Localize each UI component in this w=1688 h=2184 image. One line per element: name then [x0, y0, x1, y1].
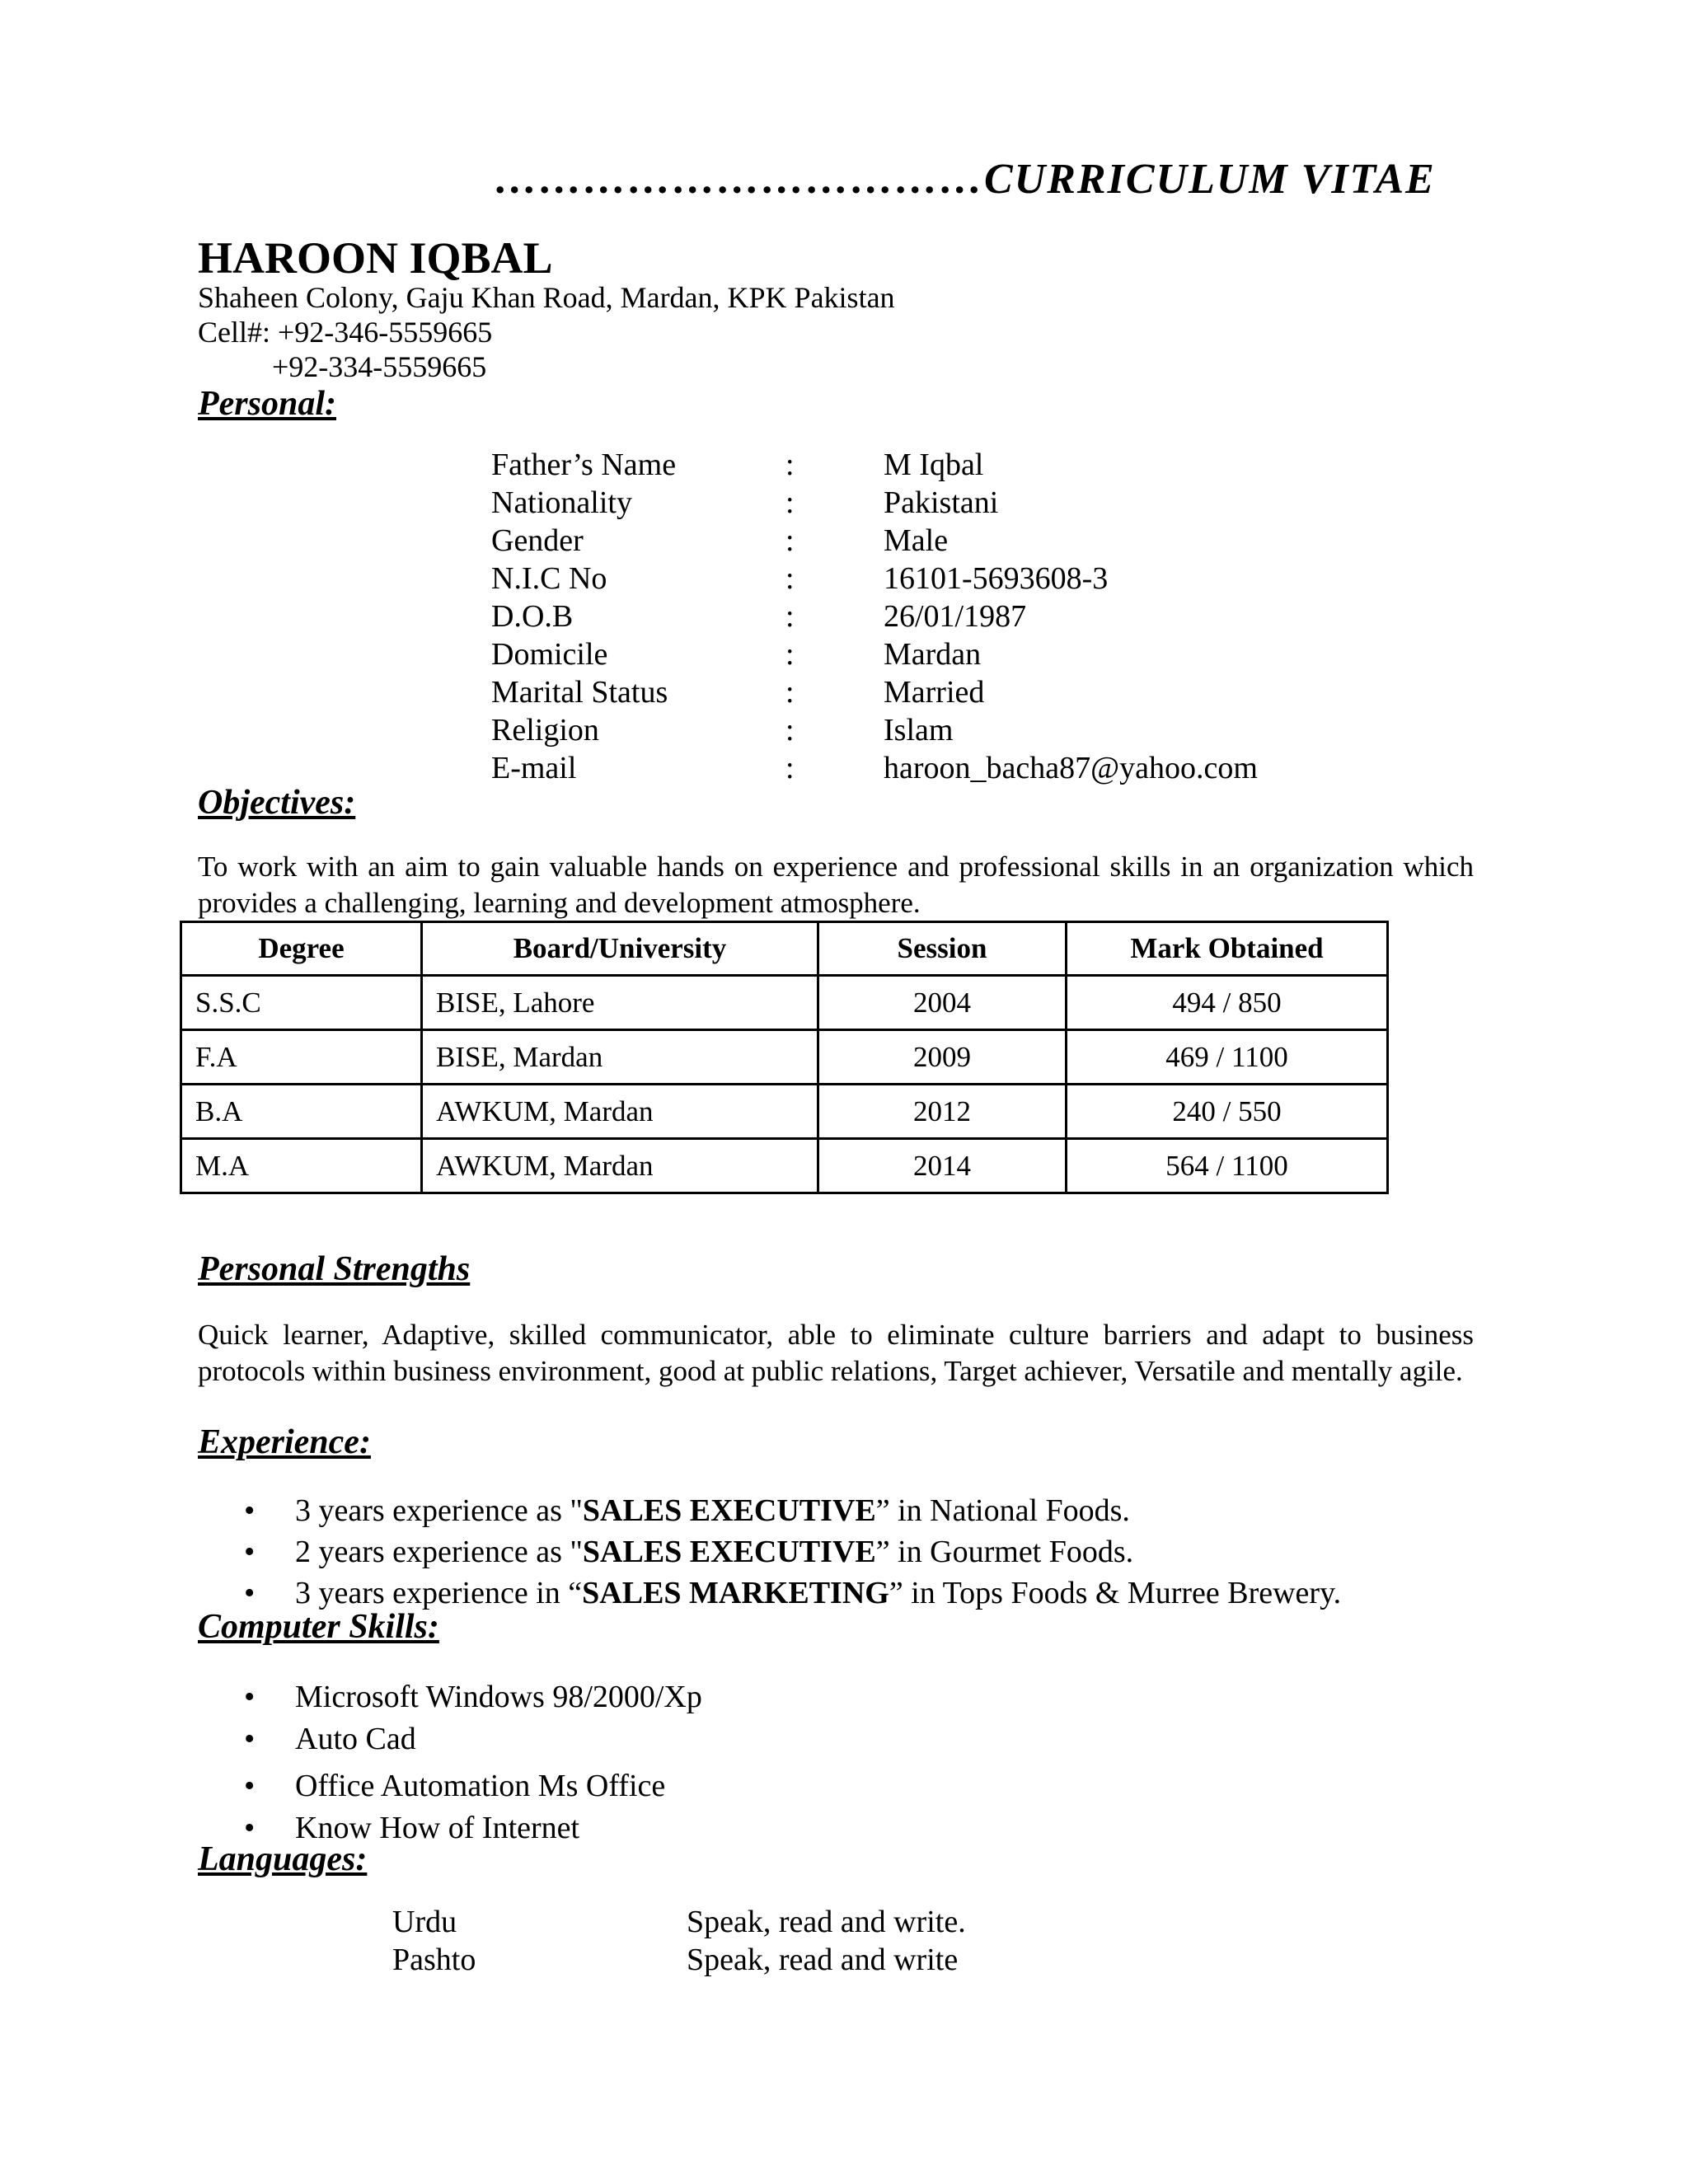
personal-label: N.I.C No — [491, 561, 607, 596]
table-cell: 564 / 1100 — [1067, 1139, 1388, 1193]
column-header: Session — [818, 922, 1067, 976]
address: Shaheen Colony, Gaju Khan Road, Mardan, KPK Pakistan — [198, 281, 895, 314]
experience-list — [244, 1490, 1341, 1614]
table-row — [181, 1085, 1388, 1139]
personal-colon: : — [785, 561, 795, 596]
objectives-heading: Objectives: — [198, 784, 356, 822]
document-title: ……………………………CURRICULUM VITAE — [495, 156, 1436, 203]
bullet-icon: • — [244, 1493, 256, 1528]
education-table — [180, 921, 1389, 1194]
personal-value: M Iqbal — [884, 448, 984, 482]
list-item: • Microsoft Windows 98/2000/Xp — [244, 1676, 702, 1718]
objectives-text: To work with an aim to gain valuable hands on experience and professional skills in an organization which provides a challenging, learning and development atmosphere. — [198, 851, 1474, 919]
personal-value: Married — [884, 675, 985, 710]
personal-label: Gender — [491, 523, 584, 558]
personal-colon: : — [785, 675, 795, 710]
table-cell: 2014 — [818, 1139, 1067, 1193]
list-item: • Office Automation Ms Office — [244, 1765, 702, 1807]
language-level: Speak, read and write — [687, 1943, 959, 1977]
table-cell: BISE, Lahore — [422, 976, 818, 1030]
table-cell: M.A — [181, 1139, 422, 1193]
table-cell: 2012 — [818, 1085, 1067, 1139]
experience-heading: Experience: — [198, 1423, 371, 1461]
skills-list — [244, 1676, 702, 1849]
language-name: Pashto — [392, 1943, 476, 1977]
table-header-row — [181, 922, 1388, 976]
personal-label: Religion — [491, 713, 599, 748]
table-cell: 2009 — [818, 1030, 1067, 1085]
personal-colon: : — [785, 485, 795, 520]
strengths-heading: Personal Strengths — [198, 1250, 471, 1288]
table-cell: 494 / 850 — [1067, 976, 1388, 1030]
strengths-text: Quick learner, Adaptive, skilled communicator, able to eliminate culture barriers and adapt to business protocols within business environment, good at public relations, Target achiever, Versatile and mentally agile. — [198, 1319, 1474, 1387]
list-item: • Auto Cad — [244, 1718, 702, 1760]
personal-value: 16101-5693608-3 — [884, 561, 1109, 596]
personal-label: D.O.B — [491, 599, 574, 634]
list-item: • Know How of Internet — [244, 1807, 702, 1849]
cell-number-2: +92-334-5559665 — [272, 350, 487, 383]
language-level: Speak, read and write. — [687, 1905, 966, 1939]
cell-number-1: Cell#: +92-346-5559665 — [198, 316, 493, 349]
list-item: • 3 years experience in “SALES MARKETING” in Tops Foods & Murree Brewery. — [244, 1572, 1341, 1614]
personal-heading: Personal: — [198, 385, 336, 423]
table-row — [181, 976, 1388, 1030]
bullet-icon: • — [244, 1680, 256, 1714]
table-cell: 240 / 550 — [1067, 1085, 1388, 1139]
personal-colon: : — [785, 523, 795, 558]
personal-colon: : — [785, 713, 795, 748]
column-header: Degree — [181, 922, 422, 976]
personal-colon: : — [785, 599, 795, 634]
table-cell: B.A — [181, 1085, 422, 1139]
personal-label: Nationality — [491, 485, 632, 520]
bullet-icon: • — [244, 1576, 256, 1610]
table-cell: AWKUM, Mardan — [422, 1139, 818, 1193]
column-header: Mark Obtained — [1067, 922, 1388, 976]
personal-value: Islam — [884, 713, 954, 748]
personal-label: Father’s Name — [491, 448, 677, 482]
table-cell: BISE, Mardan — [422, 1030, 818, 1085]
personal-value-email: haroon_bacha87@yahoo.com — [884, 751, 1258, 785]
table-row — [181, 1030, 1388, 1085]
bullet-icon: • — [244, 1811, 256, 1845]
table-row — [181, 1139, 1388, 1193]
language-name: Urdu — [392, 1905, 457, 1939]
bullet-icon: • — [244, 1722, 256, 1756]
table-cell: AWKUM, Mardan — [422, 1085, 818, 1139]
computer-skills-heading: Computer Skills: — [198, 1608, 439, 1646]
bullet-icon: • — [244, 1769, 256, 1803]
personal-value: Mardan — [884, 637, 982, 672]
personal-colon: : — [785, 448, 795, 482]
table-cell: 469 / 1100 — [1067, 1030, 1388, 1085]
table-cell: S.S.C — [181, 976, 422, 1030]
candidate-name: HAROON IQBAL — [198, 233, 553, 283]
table-cell: F.A — [181, 1030, 422, 1085]
personal-value: 26/01/1987 — [884, 599, 1027, 634]
column-header: Board/University — [422, 922, 818, 976]
languages-heading: Languages: — [198, 1840, 368, 1878]
personal-label: Marital Status — [491, 675, 668, 710]
personal-colon: : — [785, 637, 795, 672]
personal-label: E-mail — [491, 751, 577, 785]
personal-colon: : — [785, 751, 795, 785]
list-item: • 3 years experience as "SALES EXECUTIVE” in National Foods. — [244, 1490, 1341, 1531]
list-item: • 2 years experience as "SALES EXECUTIVE” in Gourmet Foods. — [244, 1531, 1341, 1572]
personal-value: Pakistani — [884, 485, 999, 520]
personal-label: Domicile — [491, 637, 608, 672]
personal-value: Male — [884, 523, 949, 558]
table-cell: 2004 — [818, 976, 1067, 1030]
bullet-icon: • — [244, 1535, 256, 1569]
